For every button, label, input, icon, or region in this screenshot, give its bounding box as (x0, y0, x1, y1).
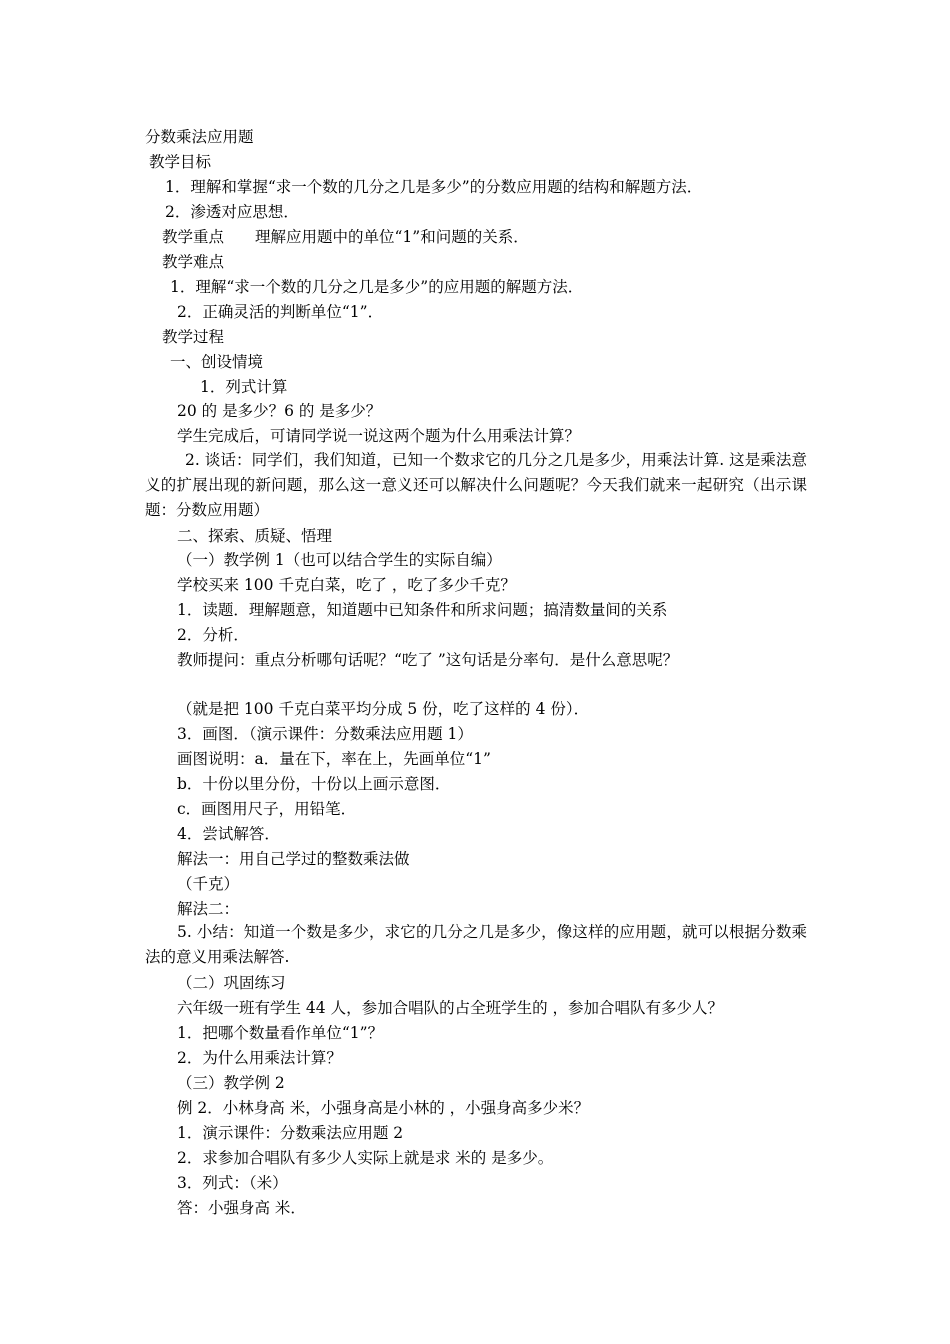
example-1-heading: （一）教学例 1（也可以结合学生的实际自编） (177, 551, 502, 569)
practice-q2: 2．为什么用乘法计算？ (177, 1049, 342, 1067)
s1-discussion: 学生完成后，可请同学说一说这两个题为什么用乘法计算？ (177, 427, 581, 445)
e1-draw-b: b．十份以里分份，十份以上画示意图． (177, 775, 451, 793)
e1-explanation: （就是把 100 千克白菜平均分成 5 份，吃了这样的 4 份）． (177, 700, 590, 718)
s1-question: 20 的 是多少？6 的 是多少？ (177, 402, 382, 420)
goal-1: 1．理解和掌握“求一个数的几分之几是多少”的分数应用题的结构和解题方法． (165, 178, 703, 196)
e1-step-1: 1．读题．理解题意，知道题中已知条件和所求问题；搞清数量间的关系 (177, 601, 668, 619)
difficulty-1: 1．理解“求一个数的几分之几是多少”的应用题的解题方法． (170, 278, 584, 296)
difficulty-2: 2．正确灵活的判断单位“1”． (177, 303, 384, 321)
e2-step-2: 2．求参加合唱队有多少人实际上就是求 米的 是多少。 (177, 1149, 554, 1167)
goals-heading: 教学目标 (149, 153, 212, 171)
e2-step-1: 1．演示课件：分数乘法应用题 2 (177, 1124, 404, 1142)
section-2-heading: 二、探索、质疑、悟理 (177, 527, 333, 545)
goal-2: 2．渗透对应思想． (165, 203, 299, 221)
section-1-heading: 一、创设情境 (170, 353, 264, 371)
e1-step-2: 2．分析． (177, 626, 249, 644)
e1-summary-paragraph: 5. 小结：知道一个数是多少，求它的几分之几是多少，像这样的应用题，就可以根据分数乘法的意义用乘法解答. (145, 923, 807, 966)
e1-draw-a: 画图说明：a．量在下，率在上，先画单位“1” (177, 750, 491, 768)
practice-problem: 六年级一班有学生 44 人，参加合唱队的占全班学生的 ，参加合唱队有多少人？ (177, 999, 724, 1017)
difficulty-heading: 教学难点 (162, 253, 225, 271)
practice-heading: （二）巩固练习 (177, 974, 286, 992)
e1-step-4: 4．尝试解答． (177, 825, 280, 843)
process-heading: 教学过程 (162, 328, 225, 346)
e1-draw-c: c．画图用尺子，用铅笔． (177, 800, 357, 818)
s1-talk-paragraph: 2. 谈话：同学们，我们知道，已知一个数求它的几分之几是多少，用乘法计算. 这是乘法意义的扩展出现的新问题，那么这一意义还可以解决什么问题呢？今天我们就来一起研究（出示课题：分数应用题） (145, 451, 807, 519)
practice-q1: 1．把哪个数量看作单位“1”？ (177, 1024, 384, 1042)
e1-teacher-question: 教师提问：重点分析哪句话呢？“吃了 ”这句话是分率句．是什么意思呢？ (177, 651, 679, 669)
e1-unit: （千克） (177, 875, 240, 893)
e1-step-3: 3．画图．（演示课件：分数乘法应用题 1） (177, 725, 473, 743)
e2-step-3: 3．列式：（米） (177, 1174, 288, 1192)
key-point: 教学重点 理解应用题中的单位“1”和问题的关系． (162, 228, 529, 246)
document-title: 分数乘法应用题 (145, 128, 254, 146)
example-2-problem: 例 2．小林身高 米，小强身高是小林的 ，小强身高多少米？ (177, 1099, 590, 1117)
e1-method-1: 解法一：用自己学过的整数乘法做 (177, 850, 410, 868)
e1-method-2: 解法二： (177, 900, 240, 918)
example-1-problem: 学校买来 100 千克白菜，吃了 ，吃了多少千克？ (177, 576, 516, 594)
example-2-heading: （三）教学例 2 (177, 1074, 285, 1092)
s1-item-1: 1．列式计算 (200, 378, 288, 396)
e2-answer: 答：小强身高 米． (177, 1199, 306, 1217)
